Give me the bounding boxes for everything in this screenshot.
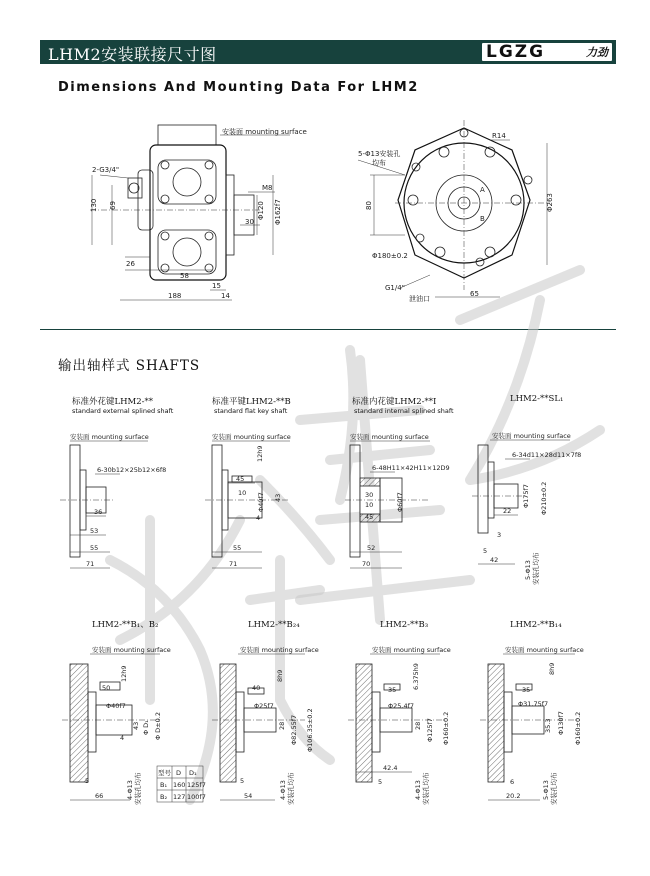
shaft8-holes: 5-Φ13 [542,780,550,800]
shaft8-dim-130f7: Φ130f7 [557,711,565,735]
dim-80: 80 [365,201,373,210]
shaft7-title: LHM2-**B₃ [380,620,429,630]
shaft3-spec: 6-48H11×42H11×12D9 [372,464,450,472]
shaft4-dim-22: 22 [503,507,512,515]
shaft2-dim-43: 43 [274,493,282,502]
drain-label: 泄油口 [409,295,430,303]
shaft4-holes-sub: 安装孔均布 [532,552,540,585]
shaft6-dim-25f7: Φ25f7 [254,702,274,710]
shaft2-mount: 安装面 mounting surface [212,433,291,441]
shaft3-title: 标准内花键LHM2-**I [352,397,437,407]
section-title: Dimensions And Mounting Data For LHM2 [58,80,419,95]
shaft-b3 [348,620,451,805]
shaft8-dim-6: 6 [510,778,515,786]
shaft3-dim-30: 30 [365,491,374,499]
drain-port: G1/4" [385,284,405,292]
dim-263: Φ263 [546,193,554,212]
logo-text: LGZG [486,42,546,62]
shaft5-title: LHM2-**B₁、B₂ [92,620,159,630]
shaft1-dim-55: 55 [90,544,99,552]
shaft4-dim-175f7: Φ175f7 [522,484,530,508]
shaft5-mount: 安装面 mounting surface [92,646,171,654]
dim-m8: M8 [262,184,273,192]
shaft8-title: LHM2-**B₁₄ [510,620,562,630]
shaft2-title: 标准平键LHM2-**B [212,397,291,407]
dim-65: 65 [470,290,479,298]
shaft6-dim-28: 28 [278,721,286,730]
dim-120: Φ120 [257,201,265,220]
shaft-sl1 [472,394,581,585]
dim-30: 30 [245,218,254,226]
shaft2-dim-4: 4 [256,514,261,522]
dim-130: 130 [90,198,98,212]
table-cell: 100f7 [187,793,206,801]
shaft5-dim-12h9: 12h9 [120,665,128,682]
shaft8-holes-sub: 安装孔均布 [550,772,558,805]
shaft7-dim-424: 42.4 [383,764,398,772]
shaft3-dim-70: 70 [362,560,371,568]
table-cell: 160 [173,781,186,789]
watermark [110,270,600,800]
shaft5-dim-d1: Φ D₁ [142,720,150,735]
shaft5-dim-40f7: Φ40f7 [106,702,126,710]
shaft3-subtitle: standard internal splined shaft [354,407,454,415]
shaft-b14 [480,620,584,805]
shaft6-holes-sub: 安装孔均布 [287,772,295,805]
shaft1-mount: 安装面 mounting surface [70,433,149,441]
shaft7-holes: 4-Φ13 [414,780,422,800]
shaft7-dim-28: 28 [414,721,422,730]
shaft1-dim-71: 71 [86,560,95,568]
shaft8-mount: 安装面 mounting surface [505,646,584,654]
side-view [90,125,307,300]
dim-26: 26 [126,260,135,268]
shaft4-dim-210: Φ210±0.2 [540,481,548,515]
shaft8-dim-160: Φ160±0.2 [574,711,582,745]
shaft5-holes: 4-Φ13 [126,780,134,800]
shaft-standard-external [60,396,174,568]
shaft2-dim-40f7: Φ40f7 [257,492,265,512]
side-mount-label: 安装面 mounting surface [222,128,307,136]
shafts-title: 输出轴样式 SHAFTS [58,358,201,374]
shaft-standard-flat-key [205,396,291,568]
shaft8-dim-8h9: 8h9 [548,662,556,675]
shaft1-dim-36: 36 [94,508,103,516]
shaft-b1-b2 [62,620,206,805]
shaft5-dim-d: Φ D±0.2 [154,712,162,740]
table-head-d1: D₁ [189,769,197,777]
table-cell: 125f7 [187,781,206,789]
shaft6-dim-82: Φ82.55f7 [290,714,298,745]
dim-14: 14 [221,292,230,300]
logo-cn-text: 力劲 [586,46,608,59]
port-a-label: A [480,186,485,194]
front-holes-sub: 均布 [372,159,386,167]
shaft3-mount: 安装面 mounting surface [350,433,429,441]
shaft8-dim-3175: Φ31.75f7 [518,700,549,708]
shaft7-mount: 安装面 mounting surface [372,646,451,654]
shaft7-dim-125f7: Φ125f7 [426,718,434,742]
shaft6-mount: 安装面 mounting surface [240,646,319,654]
dim-69: 69 [109,201,117,210]
shaft5-dim-43: 43 [132,721,140,730]
shaft6-dim-8h9: 8h9 [276,669,284,682]
shaft4-spec: 6-34d11×28d11×7f8 [512,451,582,459]
shaft2-dim-10: 10 [238,489,247,497]
dim-58: 58 [180,272,189,280]
shaft5-dim-66: 66 [95,792,104,800]
table-head-model: 型号 [158,769,171,777]
page-title: LHM2安装联接尺寸图 [48,45,217,64]
shaft7-dim-5: 5 [378,778,383,786]
shaft3-dim-45: 45 [365,513,374,521]
shaft6-dim-40: 40 [252,684,261,692]
shaft8-dim-35: 35 [522,686,531,694]
shaft2-dim-12h9: 12h9 [256,445,264,462]
front-view [358,120,554,303]
shaft5-dim-50: 50 [102,684,111,692]
dim-162: Φ162f7 [274,199,282,225]
shaft2-dim-71: 71 [229,560,238,568]
shaft6-holes: 4-Φ13 [279,780,287,800]
shaft1-spec: 6-30b12×25b12×6f8 [97,466,167,474]
table-cell: B₁ [160,781,168,789]
shaft6-dim-5: 5 [240,777,245,785]
shaft2-subtitle: standard flat key shaft [214,407,288,415]
shaft4-dim-3: 3 [497,531,502,539]
side-port-label: 2-G3/4" [92,166,120,174]
shaft8-dim-353: 35.3 [544,718,552,733]
shaft4-dim-42: 42 [490,556,499,564]
table-head-d: D [176,769,182,777]
shaft7-dim-160: Φ160±0.2 [442,711,450,745]
front-holes-label: 5-Φ13安装孔 [358,150,401,158]
shaft6-dim-106: Φ106.35±0.2 [306,708,314,752]
port-b-label: B [480,215,485,223]
shaft7-dim-254: Φ25.4f7 [388,702,415,710]
dim-188: 188 [168,292,182,300]
dim-180: Φ180±0.2 [372,252,408,260]
shaft2-dim-45: 45 [236,475,245,483]
shaft4-dim-5: 5 [483,547,488,555]
shaft4-title: LHM2-**SL₁ [510,394,564,404]
shaft8-dim-202: 20.2 [506,792,521,800]
shaft1-dim-53: 53 [90,527,99,535]
dim-15: 15 [212,282,221,290]
shaft5-holes-sub: 安装孔均布 [134,772,142,805]
shaft7-dim-35: 35 [388,686,397,694]
table-cell: 127 [173,793,186,801]
shaft7-holes-sub: 安装孔均布 [422,772,430,805]
shaft5-dim-4: 4 [120,734,125,742]
shaft3-dim-10: 10 [365,501,374,509]
shaft2-dim-55: 55 [233,544,242,552]
shaft5-dim-5: 5 [85,777,90,785]
table-cell: B₂ [160,793,168,801]
shaft6-title: LHM2-**B₂₄ [248,620,300,630]
shaft-b24 [212,620,319,805]
shaft4-mount: 安装面 mounting surface [492,432,571,440]
shaft7-dim-6375h9: 6.375h9 [412,663,420,690]
dim-r14: R14 [492,132,506,140]
shaft6-dim-54: 54 [244,792,253,800]
shaft4-holes: 5-Φ13 [524,560,532,580]
shaft1-subtitle: standard external splined shaft [72,407,174,415]
shaft3-dim-52: 52 [367,544,376,552]
shaft1-title: 标准外花键LHM2-** [72,397,154,407]
shaft3-dim-60f7: Φ60f7 [396,492,404,512]
